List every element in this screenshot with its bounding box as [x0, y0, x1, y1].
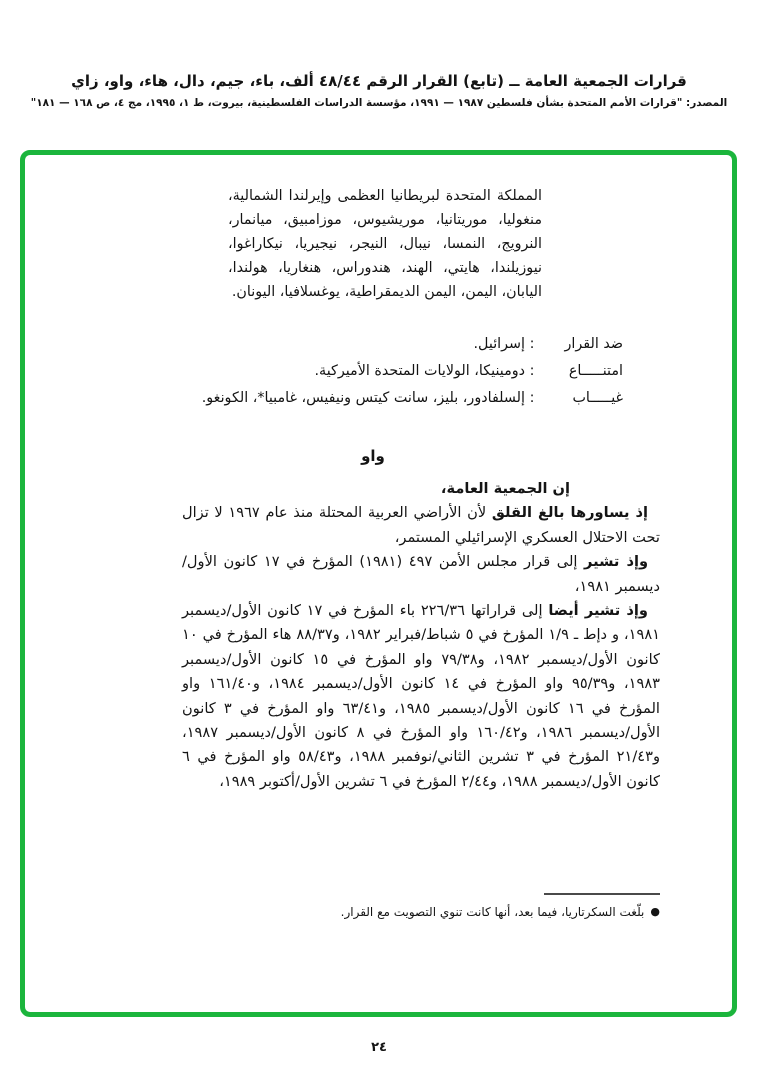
header-source-line: المصدر: "قرارات الأمم المتحدة بشأن فلسطين ١٩٨٧ — ١٩٩١، مؤسسة الدراسات الفلسطينية، بيروت، ط ١، ١٩٩٥، مج ٤، ص ١٦٨ — ١٨١": [30, 97, 728, 109]
vote-colon: :: [529, 363, 535, 379]
paragraph-lead: إن الجمعية العامة،: [440, 480, 570, 497]
vote-colon: :: [529, 390, 535, 406]
voting-country-list: المملكة المتحدة لبريطانيا العظمى وإيرلندا الشمالية، منغوليا، موريتانيا، موريشيوس، موزامبيق، ميانمار، النرويج، النمسا، نيبال، النيجر، نيجيريا، نيكاراغوا، نيوزيلندا، هايتي، الهند، هندوراس، هنغاريا، هولندا، اليابان، اليمن، اليمن الديمقراطية، يوغسلافيا، اليونان.: [228, 188, 542, 300]
vote-row-absent: [181, 385, 623, 412]
vote-colon: :: [529, 336, 535, 352]
paragraph-recalling-also: [182, 599, 660, 794]
vote-row-against: [181, 331, 623, 358]
paragraph-recalling: [182, 550, 660, 599]
vote-results-block: [181, 331, 623, 412]
section-heading-waw: واو: [361, 447, 385, 465]
paragraph-rest: إلى قراراتها ٢٢٦/٣٦ باء المؤرخ في ١٧ كانون الأول/ديسمبر ١٩٨١، و دإط ـ ١/٩ المؤرخ في ٥ شباط/فبراير ١٩٨٢، و٨٨/٣٧ هاء المؤرخ في ١٠ كانون الأول/ديسمبر ١٩٨٢، و٧٩/٣٨ واو المؤرخ في ١٥ كانون الأول/ديسمبر ١٩٨٣، و٩٥/٣٩ واو المؤرخ في ١٤ كانون الأول/ديسمبر ١٩٨٤، و١٦١/٤٠ واو المؤرخ في ١٦ كانون الأول/ديسمبر ١٩٨٥، و٦٣/٤١ واو المؤرخ في ٣ كانون الأول/ديسمبر ١٩٨٦، و١٦٠/٤٢ واو المؤرخ في ٨ كانون الأول/ديسمبر ١٩٨٧، و٢١/٤٣ المؤرخ في ٣ تشرين الثاني/نوفمبر ١٩٨٨، و٥٨/٤٣ واو المؤرخ في ٦ كانون الأول/ديسمبر ١٩٨٨، و٢/٤٤ المؤرخ في ٦ تشرين الأول/أكتوبر ١٩٨٩،: [182, 602, 661, 790]
paragraph-lead: وإذ تشير: [584, 553, 649, 571]
paragraph-rest: إلى قرار مجلس الأمن ٤٩٧ (١٩٨١) المؤرخ في ١٧ كانون الأول/ديسمبر ١٩٨١،: [182, 553, 660, 595]
paragraph-lead: وإذ تشير أيضا: [548, 602, 648, 620]
paragraph-concern: [182, 501, 660, 550]
footnote-bullet-icon: ●: [650, 905, 660, 918]
vote-value: إلسلفادور، بليز، سانت كيتس ونيفيس، غامبيا*، الكونغو.: [201, 390, 525, 406]
vote-value: دومينيكا، الولايات المتحدة الأميركية.: [314, 363, 525, 379]
vote-row-abstain: [181, 358, 623, 385]
footnote-text: بلّغت السكرتاريا، فيما بعد، أنها كانت تنوي التصويت مع القرار.: [340, 905, 645, 919]
paragraph-lead: إذ يساورها بالغ القلق: [491, 504, 649, 522]
paragraph-rest: لأن الأراضي العربية المحتلة منذ عام ١٩٦٧ لا تزال تحت الاحتلال العسكري الإسرائيلي المستمر،: [182, 504, 660, 546]
footnote-divider: [544, 893, 660, 895]
vote-label: ضد القرار: [564, 336, 623, 352]
vote-value: إسرائيل.: [473, 336, 525, 352]
page-number: ٢٤: [371, 1040, 387, 1055]
vote-label: امتنـــــاع: [568, 363, 623, 379]
paragraph-assembly: [182, 477, 660, 501]
vote-label: غيـــــاب: [572, 390, 623, 406]
page-header: [0, 72, 758, 109]
header-title: قرارات الجمعية العامة ــ (تابع) القرار الرقم ٤٨/٤٤ ألف، باء، جيم، دال، هاء، واو، زاي: [71, 72, 687, 90]
footnote: [168, 903, 660, 921]
resolution-body: [182, 477, 660, 794]
